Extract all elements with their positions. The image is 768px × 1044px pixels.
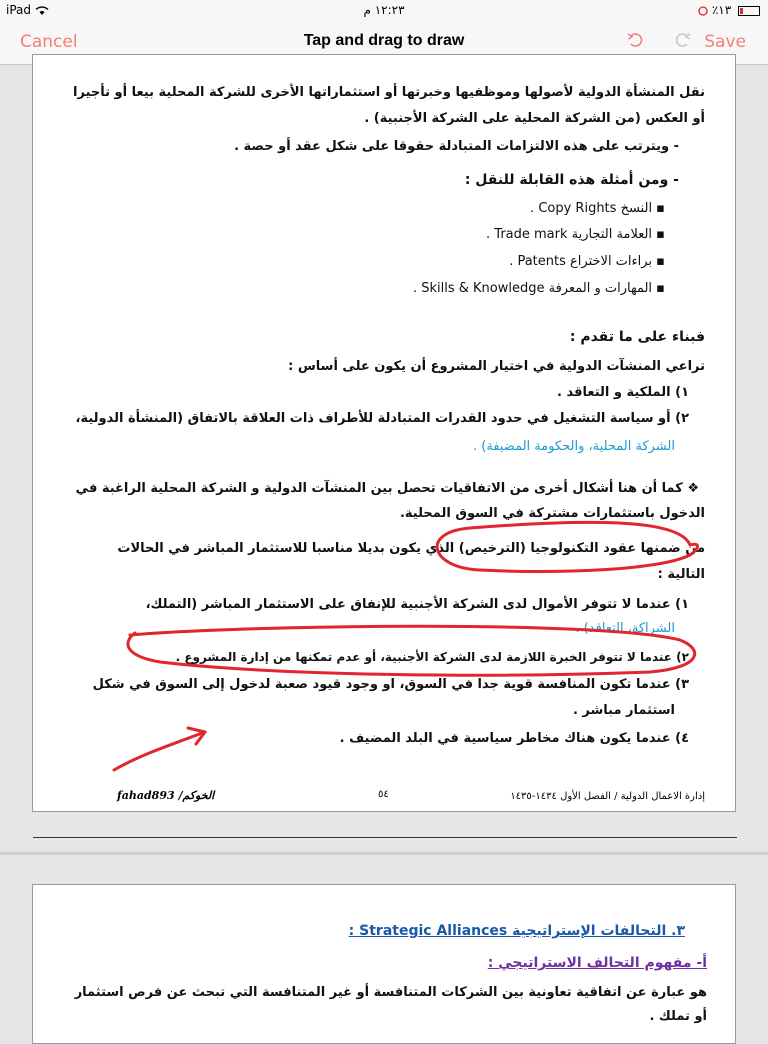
text-line: - ومن أمثلة هذه القابلة للنقل : xyxy=(464,172,679,188)
text-line: نقل المنشأة الدولية لأصولها وموظفيها وخبرتها أو استثماراتها الأخرى للشركة المحلية بيعا أو تأجيرا xyxy=(73,85,705,100)
list-item: ▪ المهارات و المعرفة Skills & Knowledge . xyxy=(412,281,665,296)
ink-circle-licensing xyxy=(437,522,697,571)
text-line: الشراكة، التعاقد) . xyxy=(575,621,675,636)
device-name: iPad xyxy=(6,3,32,17)
text-line: أو العكس (من الشركة المحلية على الشركة الأجنبية) . xyxy=(364,111,705,126)
text-line: ٢) أو سياسة التشغيل في حدود القدرات المتبادلة للأطراف ذات العلاقة بالاتفاق (المنشأة الدولية، xyxy=(75,411,689,426)
footer-course: إدارة الاعمال الدولية / الفصل الأول ١٤٣٤-١٤٣٥ xyxy=(510,791,705,802)
text-line: أو تملك . xyxy=(649,1009,707,1024)
text-line: ❖ كما أن هنا أشكال أخرى من الاتفاقيات تحصل بين المنشآت الدولية و الشركة المحلية الراغبة في xyxy=(75,481,699,496)
text-line: ٣) عندما تكون المنافسة قوية جدا في السوق، او وجود قيود صعبة لدخول إلى السوق في شكل xyxy=(92,677,689,692)
text-line: الشركة المحلية، والحكومة المضيفة) . xyxy=(472,439,675,454)
footer-author: fahad893 /الخوكم xyxy=(117,789,215,802)
battery-percent: ٪١٣ xyxy=(711,3,732,17)
section-heading: فبناء على ما تقدم : xyxy=(569,329,705,345)
ink-arrow-icon xyxy=(114,728,205,770)
ink-loop-row2 xyxy=(128,626,695,675)
text-line: الدخول باستثمارات مشتركة في السوق المحلية. xyxy=(399,506,705,521)
save-button[interactable]: Save xyxy=(704,32,746,52)
text-line: ٢) عندما لا تتوفر الخبرة اللازمة لدى الشركة الأجنبية، أو عدم تمكنها من إدارة المشروع . xyxy=(175,650,689,664)
text-line: ١) الملكية و التعاقد . xyxy=(557,385,689,400)
text-line: ١) عندما لا تتوفر الأموال لدى الشركة الأجنبية للإنفاق على الاستثمار المباشر (التملك، xyxy=(145,597,689,612)
text-line: - ويترتب على هذه الالتزامات المتبادلة حقوقا على شكل عقد أو حصة . xyxy=(234,139,679,154)
list-item: ▪ براءات الاختراع Patents . xyxy=(509,254,665,269)
cancel-button[interactable]: Cancel xyxy=(20,32,78,52)
text-line: تراعي المنشآت الدولية في اختيار المشروع أن يكون على أساس : xyxy=(288,359,705,374)
text-line: هو عبارة عن اتفاقية تعاونية بين الشركات المتنافسة أو غير المتنافسة التي تبحث عن فرص استثمار xyxy=(74,985,707,1000)
text-line: استثمار مباشر . xyxy=(572,703,675,718)
section-heading: ٣. التحالفات الإستراتيجية Strategic Alliances : xyxy=(348,923,685,939)
list-item: ▪ النسخ Copy Rights . xyxy=(530,201,665,216)
list-item: ▪ العلامة التجارية Trade mark . xyxy=(486,227,665,242)
toolbar-title: Tap and drag to draw xyxy=(303,32,465,49)
status-time: ١٢:٢٣ م xyxy=(363,3,405,17)
text-line: من ضمنها عقود التكنولوجيا (الترخيص) الذي يكون بديلا مناسبا للاستثمار المباشر في الحالات xyxy=(117,541,705,556)
subsection-heading: أ- مفهوم التحالف الاستراتيجي : xyxy=(487,955,707,971)
text-line: التالية : xyxy=(657,567,705,582)
page-number: ٥٤ xyxy=(378,789,389,800)
text-line: ٤) عندما يكون هناك مخاطر سياسية في البلد المضيف . xyxy=(339,731,689,746)
